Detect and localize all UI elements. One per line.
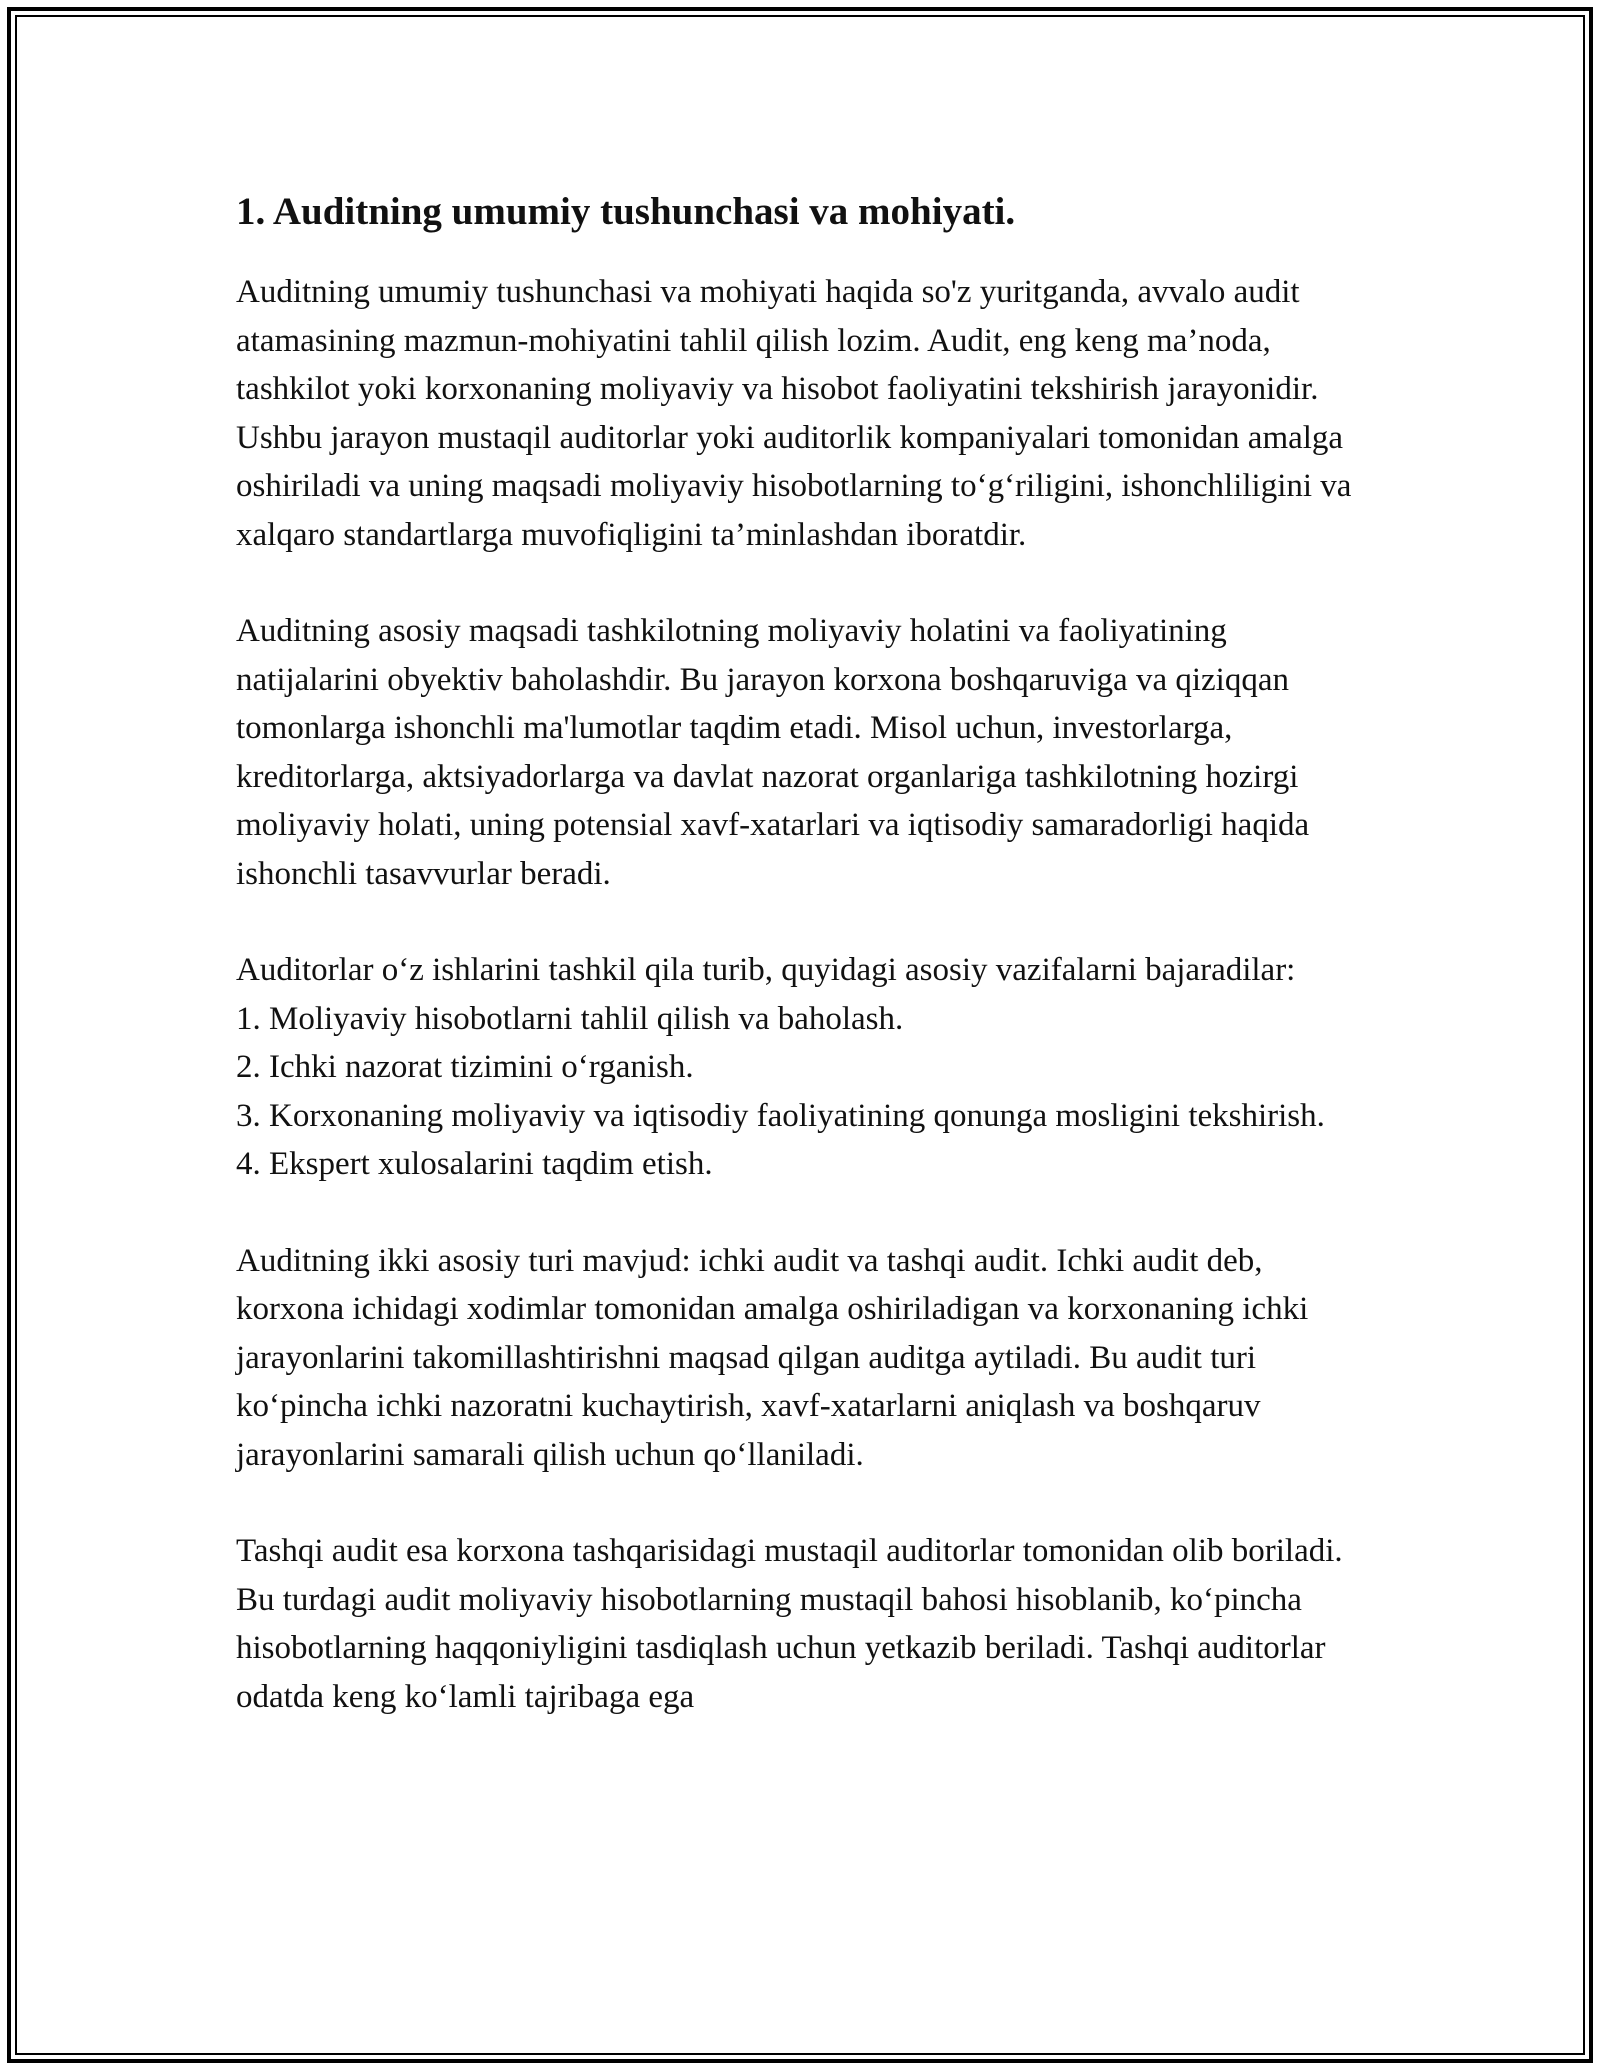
list-item: 4. Ekspert xulosalarini taqdim etish. <box>236 1146 713 1182</box>
paragraph-external-audit: Tashqi audit esa korxona tashqarisidagi mustaqil auditorlar tomonidan olib boriladi. Bu turdagi audit moliyaviy hisobotlarning mustaqil bahosi hisoblanib, ko‘pincha hisobotlarning haqqoniyligini tasdiqlash uchun yetkazib beriladi. Tashqi auditorlar odatda keng ko‘lamli tajribaga ega <box>236 1533 1343 1715</box>
list-item: 1. Moliyaviy hisobotlarni tahlil qilish va baholash. <box>236 1000 904 1037</box>
paragraph-audit-purpose: Auditning asosiy maqsadi tashkilotning moliyaviy holatini va faoliyatining natijalarini obyektiv baholashdir. Bu jarayon korxona boshqaruviga va qiziqqan tomonlarga ishonchli ma'lumotlar taqdim etadi. Misol uchun, investorlarga, kreditorlarga, aktsiyadorlarga va davlat nazorat organlariga tashkilotning hozirgi moliyaviy holati, uning potensial xavf-xatarlari va iqtisodiy samaradorligi haqida ishonchli tasavvurlar beradi. <box>236 613 1310 892</box>
document-body <box>236 186 1366 1769</box>
paragraph-auditor-tasks-intro: Auditorlar o‘z ishlarini tashkil qila turib, quyidagi asosiy vazifalarni bajaradilar: <box>236 952 1296 988</box>
list-item: 2. Ichki nazorat tizimini o‘rganish. <box>236 1049 694 1085</box>
paragraph-audit-types: Auditning ikki asosiy turi mavjud: ichki audit va tashqi audit. Ichki audit deb, korxona ichidagi xodimlar tomonidan amalga oshiriladigan va korxonaning ichki jarayonlarini takomillashtirishni maqsad qilgan auditga aytiladi. Bu audit turi ko‘pincha ichki nazoratni kuchaytirish, xavf-xatarlarni aniqlash va boshqaruv jarayonlarini samarali qilish uchun qo‘llaniladi. <box>236 1242 1309 1473</box>
section-heading: 1. Auditning umumiy tushunchasi va mohiyati. <box>236 190 1016 233</box>
list-item: 3. Korxonaning moliyaviy va iqtisodiy faoliyatining qonunga mosligini tekshirish. <box>236 1097 1325 1134</box>
paragraph-audit-definition: Auditning umumiy tushunchasi va mohiyati haqida so'z yuritganda, avvalo audit atamasining mazmun-mohiyatini tahlil qilish lozim. Audit, eng keng ma’noda, tashkilot yoki korxonaning moliyaviy va hisobot faoliyatini tekshirish jarayonidir. Ushbu jarayon mustaqil auditorlar yoki auditorlik kompaniyalari tomonidan amalga oshiriladi va uning maqsadi moliyaviy hisobotlarning to‘g‘riligini, ishonchliligini va xalqaro standartlarga muvofiqligini ta’minlashdan iboratdir. <box>236 274 1352 553</box>
auditor-tasks-list <box>236 995 1366 1189</box>
